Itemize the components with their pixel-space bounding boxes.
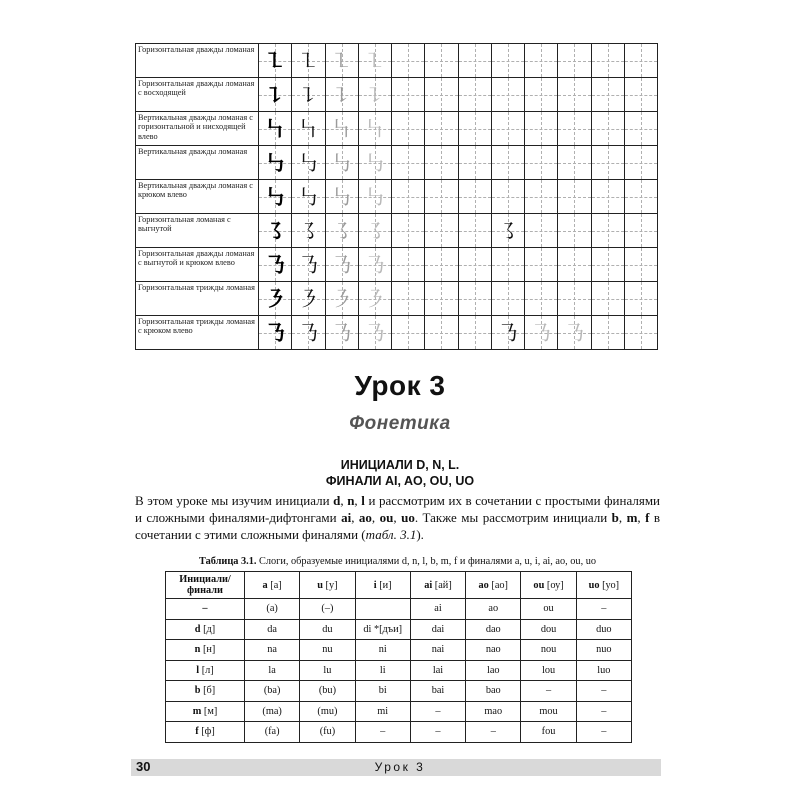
stroke-glyph: ㇉ xyxy=(330,186,353,211)
practice-cell xyxy=(325,146,358,180)
syllable-cell: lou xyxy=(521,660,576,681)
practice-cell xyxy=(558,316,591,350)
practice-cell xyxy=(292,146,325,180)
practice-cell xyxy=(624,112,657,146)
practice-cell xyxy=(525,282,558,316)
practice-cell xyxy=(591,146,624,180)
practice-cell xyxy=(292,214,325,248)
practice-cell xyxy=(292,316,325,350)
stroke-glyph: ㇡ xyxy=(264,322,287,347)
stroke-row xyxy=(136,214,658,248)
stroke-glyph: ㇉ xyxy=(363,152,386,177)
syllable-cell: luo xyxy=(576,660,631,681)
practice-cell xyxy=(458,78,491,112)
practice-cell xyxy=(325,214,358,248)
initial-header: f [ф] xyxy=(166,722,245,743)
syllable-cell: ni xyxy=(355,640,410,661)
practice-cell xyxy=(425,316,458,350)
practice-cell xyxy=(292,248,325,282)
practice-cell xyxy=(525,78,558,112)
stroke-glyph: ㇡ xyxy=(330,322,353,347)
practice-cell xyxy=(392,112,425,146)
practice-cell xyxy=(425,44,458,78)
section-title: Фонетика xyxy=(349,413,451,434)
stroke-glyph: ㇊ xyxy=(297,84,320,109)
syllable-cell: (mu) xyxy=(300,701,355,722)
practice-cell xyxy=(358,146,391,180)
initial-header: – xyxy=(166,599,245,620)
practice-cell xyxy=(358,44,391,78)
practice-cell xyxy=(624,146,657,180)
syllable-cell: bi xyxy=(355,681,410,702)
stroke-glyph: ㇞ xyxy=(363,118,386,143)
practice-cell xyxy=(591,44,624,78)
practice-cell xyxy=(325,112,358,146)
practice-cell xyxy=(292,112,325,146)
stroke-glyph: ㇉ xyxy=(264,152,287,177)
syllable-cell: mou xyxy=(521,701,576,722)
practice-cell xyxy=(358,316,391,350)
syllable-cell: du xyxy=(300,619,355,640)
practice-cell xyxy=(325,78,358,112)
practice-cell xyxy=(525,214,558,248)
practice-cell xyxy=(624,78,657,112)
intro-paragraph: В этом уроке мы изучим инициали d, n, l и рассмотрим их в сочетании с простыми финалями и сложными финалями-дифтонгами ai, ao, ou, uo. Также мы рассмотрим инициали b, m, f в сочетании с этими сложными финалями (табл. 3.1). xyxy=(135,493,661,542)
practice-cell xyxy=(491,282,524,316)
practice-cell xyxy=(358,180,391,214)
practice-cell xyxy=(392,248,425,282)
syllable-cell xyxy=(355,599,410,620)
practice-cell xyxy=(525,44,558,78)
syllable-cell: mao xyxy=(466,701,521,722)
table-row xyxy=(166,640,632,661)
table-caption: Таблица 3.1. Слоги, образуемые инициалями d, n, l, b, m, f и финалями a, u, i, ai, ao, ou, uo xyxy=(198,556,597,567)
practice-cell xyxy=(591,316,624,350)
stroke-glyph: ㇊ xyxy=(363,84,386,109)
stroke-glyph: ㇡ xyxy=(496,322,519,347)
stroke-name: Горизонтальная дважды ломаная xyxy=(136,44,259,78)
practice-cell xyxy=(325,180,358,214)
practice-cell xyxy=(624,44,657,78)
syllable-cell: ao xyxy=(466,599,521,620)
syllable-cell: – xyxy=(576,599,631,620)
practice-cell xyxy=(458,112,491,146)
practice-cell xyxy=(491,78,524,112)
practice-cell xyxy=(392,146,425,180)
stroke-glyph: ㇌ xyxy=(496,220,519,245)
syllable-cell: – xyxy=(576,681,631,702)
syllable-cell: di *[дъи] xyxy=(355,619,410,640)
practice-cell xyxy=(558,214,591,248)
final-header: i [и] xyxy=(355,572,410,599)
practice-cell xyxy=(259,282,292,316)
stroke-glyph: ㇡ xyxy=(363,254,386,279)
stroke-glyph: ㇋ xyxy=(363,288,386,313)
practice-cell xyxy=(358,78,391,112)
practice-cell xyxy=(325,316,358,350)
syllable-cell: ou xyxy=(521,599,576,620)
practice-cell xyxy=(259,44,292,78)
practice-cell xyxy=(491,146,524,180)
syllable-cell: – xyxy=(521,681,576,702)
table-row xyxy=(166,722,632,743)
initial-header: l [л] xyxy=(166,660,245,681)
syllable-cell: nu xyxy=(300,640,355,661)
stroke-name: Вертикальная дважды ломаная с крюком влево xyxy=(136,180,259,214)
initial-header: n [н] xyxy=(166,640,245,661)
subtitle-initials: ИНИЦИАЛИ D, N, L. xyxy=(340,458,460,472)
table-row xyxy=(166,681,632,702)
stroke-name: Вертикальная дважды ломаная xyxy=(136,146,259,180)
practice-cell xyxy=(358,282,391,316)
final-header: a [а] xyxy=(245,572,300,599)
table-corner-header: Инициали/ финали xyxy=(166,572,245,599)
practice-cell xyxy=(425,112,458,146)
practice-cell xyxy=(358,214,391,248)
syllable-cell: (–) xyxy=(300,599,355,620)
stroke-glyph: ㇞ xyxy=(264,118,287,143)
stroke-glyph: ㇋ xyxy=(264,288,287,313)
practice-cell xyxy=(525,316,558,350)
practice-cell xyxy=(591,180,624,214)
practice-cell xyxy=(425,248,458,282)
syllable-cell: li xyxy=(355,660,410,681)
stroke-glyph: ㇡ xyxy=(264,254,287,279)
practice-cell xyxy=(458,248,491,282)
stroke-row xyxy=(136,180,658,214)
practice-cell xyxy=(624,214,657,248)
practice-cell xyxy=(458,44,491,78)
syllable-cell: bai xyxy=(410,681,465,702)
final-header: uo [уо] xyxy=(576,572,631,599)
practice-cell xyxy=(358,112,391,146)
syllable-cell: bao xyxy=(466,681,521,702)
practice-cell xyxy=(259,112,292,146)
subtitle-finals: ФИНАЛИ AI, AO, OU, UO xyxy=(325,474,475,488)
practice-cell xyxy=(292,78,325,112)
stroke-name: Горизонтальная дважды ломаная с восходящей xyxy=(136,78,259,112)
stroke-name: Горизонтальная дважды ломаная с выгнутой и крюком влево xyxy=(136,248,259,282)
stroke-glyph: ㇌ xyxy=(297,220,320,245)
practice-cell xyxy=(558,146,591,180)
practice-cell xyxy=(558,282,591,316)
practice-cell xyxy=(624,316,657,350)
syllable-table xyxy=(165,571,632,743)
syllable-cell: lu xyxy=(300,660,355,681)
stroke-glyph: ㇡ xyxy=(330,254,353,279)
table-row xyxy=(166,701,632,722)
syllable-cell: (bu) xyxy=(300,681,355,702)
table-row xyxy=(166,619,632,640)
stroke-row xyxy=(136,146,658,180)
lesson-title: Урок 3 xyxy=(354,370,446,401)
practice-cell xyxy=(491,248,524,282)
stroke-glyph: ㇅ xyxy=(264,50,287,75)
syllable-cell: – xyxy=(410,701,465,722)
practice-cell xyxy=(259,248,292,282)
practice-cell xyxy=(292,282,325,316)
syllable-cell: duo xyxy=(576,619,631,640)
syllable-cell: fou xyxy=(521,722,576,743)
syllable-cell: – xyxy=(410,722,465,743)
syllable-cell: – xyxy=(355,722,410,743)
practice-cell xyxy=(591,282,624,316)
syllable-cell: – xyxy=(576,722,631,743)
syllable-cell: – xyxy=(466,722,521,743)
syllable-cell: dou xyxy=(521,619,576,640)
practice-cell xyxy=(525,112,558,146)
practice-cell xyxy=(558,112,591,146)
practice-cell xyxy=(458,180,491,214)
initial-header: m [м] xyxy=(166,701,245,722)
practice-cell xyxy=(591,112,624,146)
practice-cell xyxy=(558,44,591,78)
running-title: Урок 3 xyxy=(374,760,426,774)
stroke-glyph: ㇉ xyxy=(297,152,320,177)
stroke-glyph: ㇡ xyxy=(563,322,586,347)
practice-cell xyxy=(292,44,325,78)
practice-cell xyxy=(425,282,458,316)
practice-cell xyxy=(392,282,425,316)
stroke-name: Горизонтальная трижды ломаная xyxy=(136,282,259,316)
stroke-practice-table xyxy=(135,43,658,350)
initial-header: b [б] xyxy=(166,681,245,702)
stroke-row xyxy=(136,282,658,316)
stroke-glyph: ㇌ xyxy=(330,220,353,245)
page-number: 30 xyxy=(136,759,151,774)
stroke-row xyxy=(136,78,658,112)
practice-cell xyxy=(325,44,358,78)
stroke-glyph: ㇅ xyxy=(330,50,353,75)
practice-cell xyxy=(392,78,425,112)
syllable-cell: (ma) xyxy=(245,701,300,722)
practice-cell xyxy=(325,282,358,316)
practice-cell xyxy=(525,180,558,214)
practice-cell xyxy=(392,316,425,350)
practice-cell xyxy=(591,78,624,112)
practice-cell xyxy=(558,180,591,214)
syllable-cell: dai xyxy=(410,619,465,640)
final-header: ou [оу] xyxy=(521,572,576,599)
stroke-glyph: ㇡ xyxy=(530,322,553,347)
practice-cell xyxy=(392,214,425,248)
practice-cell xyxy=(491,44,524,78)
final-header: u [у] xyxy=(300,572,355,599)
practice-cell xyxy=(558,78,591,112)
syllable-cell: mi xyxy=(355,701,410,722)
stroke-glyph: ㇡ xyxy=(363,322,386,347)
practice-cell xyxy=(591,214,624,248)
practice-cell xyxy=(458,316,491,350)
practice-cell xyxy=(458,214,491,248)
practice-cell xyxy=(425,146,458,180)
stroke-glyph: ㇌ xyxy=(363,220,386,245)
practice-cell xyxy=(491,180,524,214)
syllable-cell: dao xyxy=(466,619,521,640)
stroke-glyph: ㇅ xyxy=(297,50,320,75)
practice-cell xyxy=(358,248,391,282)
syllable-cell: – xyxy=(576,701,631,722)
stroke-glyph: ㇌ xyxy=(264,220,287,245)
practice-cell xyxy=(259,78,292,112)
practice-cell xyxy=(491,214,524,248)
stroke-glyph: ㇋ xyxy=(297,288,320,313)
initial-header: d [д] xyxy=(166,619,245,640)
stroke-glyph: ㇅ xyxy=(363,50,386,75)
practice-cell xyxy=(259,180,292,214)
practice-cell xyxy=(624,282,657,316)
practice-cell xyxy=(392,180,425,214)
practice-cell xyxy=(458,146,491,180)
syllable-cell: (a) xyxy=(245,599,300,620)
final-header: ao [ао] xyxy=(466,572,521,599)
practice-cell xyxy=(624,180,657,214)
stroke-glyph: ㇉ xyxy=(363,186,386,211)
practice-cell xyxy=(458,282,491,316)
stroke-glyph: ㇞ xyxy=(297,118,320,143)
syllable-cell: da xyxy=(245,619,300,640)
syllable-cell: (fu) xyxy=(300,722,355,743)
syllable-cell: nuo xyxy=(576,640,631,661)
syllable-cell: (fa) xyxy=(245,722,300,743)
stroke-row xyxy=(136,248,658,282)
stroke-row xyxy=(136,316,658,350)
stroke-glyph: ㇋ xyxy=(330,288,353,313)
syllable-cell: lai xyxy=(410,660,465,681)
syllable-cell: nou xyxy=(521,640,576,661)
stroke-glyph: ㇞ xyxy=(330,118,353,143)
practice-cell xyxy=(392,44,425,78)
stroke-row xyxy=(136,112,658,146)
practice-cell xyxy=(591,248,624,282)
syllable-cell: na xyxy=(245,640,300,661)
stroke-glyph: ㇉ xyxy=(264,186,287,211)
practice-cell xyxy=(325,248,358,282)
stroke-glyph: ㇉ xyxy=(297,186,320,211)
stroke-glyph: ㇉ xyxy=(330,152,353,177)
practice-cell xyxy=(491,316,524,350)
practice-cell xyxy=(292,180,325,214)
stroke-glyph: ㇊ xyxy=(264,84,287,109)
table-row xyxy=(166,660,632,681)
practice-cell xyxy=(624,248,657,282)
syllable-cell: ai xyxy=(410,599,465,620)
practice-cell xyxy=(558,248,591,282)
practice-cell xyxy=(259,214,292,248)
syllable-cell: lao xyxy=(466,660,521,681)
final-header: ai [ай] xyxy=(410,572,465,599)
syllable-cell: la xyxy=(245,660,300,681)
stroke-glyph: ㇊ xyxy=(330,84,353,109)
practice-cell xyxy=(425,214,458,248)
stroke-name: Горизонтальная трижды ломаная с крюком влево xyxy=(136,316,259,350)
stroke-name: Вертикальная дважды ломаная с горизонтальной и нисходящей влево xyxy=(136,112,259,146)
table-row xyxy=(166,599,632,620)
practice-cell xyxy=(259,316,292,350)
syllable-cell: nai xyxy=(410,640,465,661)
stroke-row xyxy=(136,44,658,78)
practice-cell xyxy=(259,146,292,180)
syllable-cell: (ba) xyxy=(245,681,300,702)
stroke-glyph: ㇡ xyxy=(297,322,320,347)
practice-cell xyxy=(491,112,524,146)
syllable-cell: nao xyxy=(466,640,521,661)
stroke-glyph: ㇡ xyxy=(297,254,320,279)
practice-cell xyxy=(425,78,458,112)
practice-cell xyxy=(425,180,458,214)
practice-cell xyxy=(525,248,558,282)
stroke-name: Горизонтальная ломаная с выгнутой xyxy=(136,214,259,248)
practice-cell xyxy=(525,146,558,180)
